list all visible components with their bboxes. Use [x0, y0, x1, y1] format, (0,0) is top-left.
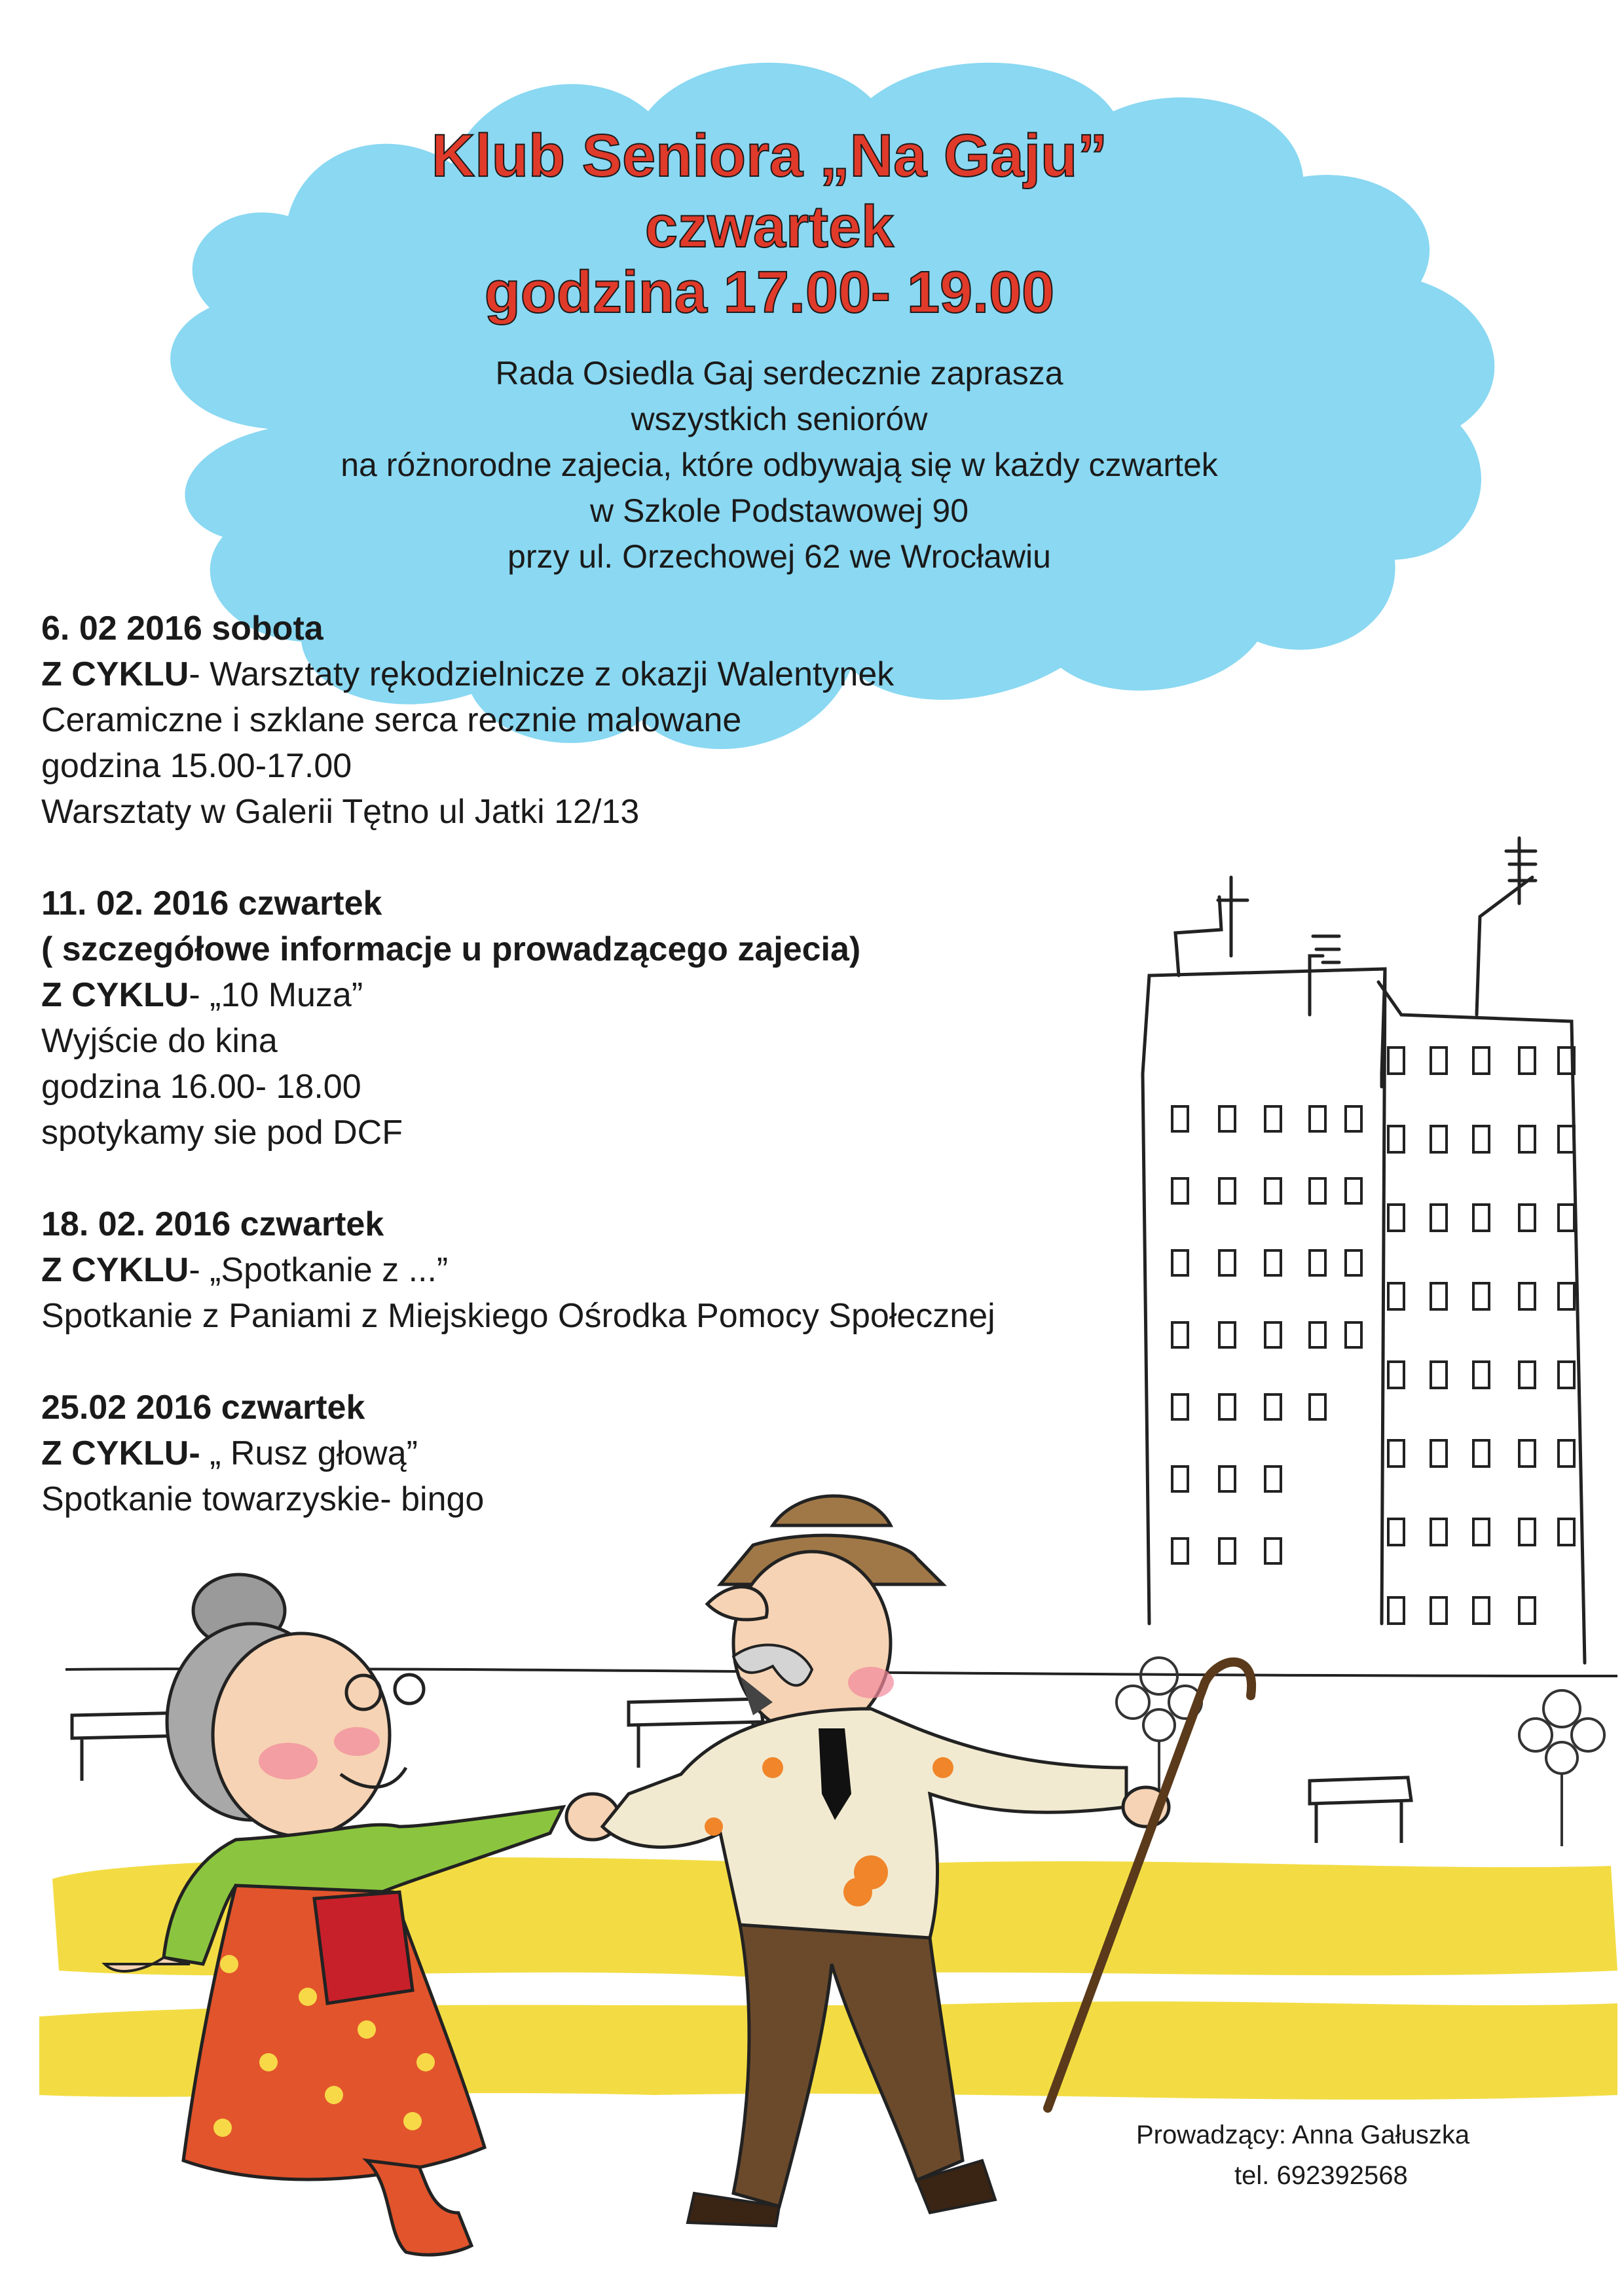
cycle-label: Z CYKLU- — [41, 1434, 200, 1472]
event-date: 6. 02 2016 sobota — [41, 610, 323, 647]
invitation-line: Rada Osiedla Gaj serdecznie zaprasza — [495, 355, 1063, 392]
event-cycle — [41, 1430, 1154, 1476]
contact-info — [1136, 2115, 1469, 2196]
event-list — [41, 606, 1154, 1568]
invitation-line: wszystkich seniorów — [631, 401, 928, 437]
club-title: Klub Seniora „Na Gaju” — [431, 122, 1108, 189]
cycle-title: - Warsztaty rękodzielnicze z okazji Walentynek — [189, 655, 895, 693]
event-detail: godzina 16.00- 18.00 — [41, 1068, 361, 1106]
meeting-day: czwartek — [644, 194, 895, 260]
invitation-text — [183, 350, 1375, 579]
cycle-title: - „10 Muza” — [189, 976, 363, 1014]
cycle-title: „ Rusz głową” — [200, 1434, 418, 1472]
invitation-line: na różnorodne zajecia, które odbywają się w każdy czwartek — [341, 446, 1218, 483]
event-item — [41, 606, 1154, 835]
event-detail: Ceramiczne i szklane serca recznie malowane — [41, 701, 742, 739]
event-detail: godzina 15.00-17.00 — [41, 747, 352, 785]
event-item — [41, 1385, 1154, 1522]
event-detail: Warsztaty w Galerii Tętno ul Jatki 12/13 — [41, 793, 640, 831]
cycle-label: Z CYKLU — [41, 1251, 189, 1289]
meeting-hours: godzina 17.00- 19.00 — [484, 260, 1055, 325]
cycle-title: - „Spotkanie z ...” — [189, 1251, 449, 1289]
event-cycle — [41, 972, 1154, 1018]
event-date: 18. 02. 2016 czwartek — [41, 1205, 384, 1243]
event-detail: Spotkanie z Paniami z Miejskiego Ośrodka Pomocy Społecznej — [41, 1297, 995, 1335]
event-cycle — [41, 651, 1154, 697]
invitation-line: w Szkole Podstawowej 90 — [589, 492, 969, 529]
cycle-label: Z CYKLU — [41, 655, 189, 693]
event-item — [41, 881, 1154, 1156]
event-item — [41, 1201, 1154, 1339]
event-date: 11. 02. 2016 czwartek — [41, 884, 382, 922]
building-icon — [1143, 838, 1585, 1663]
phone-number: tel. 692392568 — [1234, 2161, 1408, 2190]
leader-name: Prowadzący: Anna Gałuszka — [1136, 2121, 1470, 2149]
event-date: 25.02 2016 czwartek — [41, 1389, 365, 1427]
cycle-label: Z CYKLU — [41, 976, 189, 1014]
event-detail: Wyjście do kina — [41, 1022, 278, 1060]
event-note: ( szczegółowe informacje u prowadzącego zajecia) — [41, 930, 861, 968]
invitation-line: przy ul. Orzechowej 62 we Wrocławiu — [507, 538, 1051, 575]
tree-icon — [1116, 1658, 1604, 1846]
event-cycle — [41, 1247, 1154, 1293]
event-detail: spotykamy sie pod DCF — [41, 1114, 403, 1152]
event-detail: Spotkanie towarzyskie- bingo — [41, 1480, 485, 1518]
